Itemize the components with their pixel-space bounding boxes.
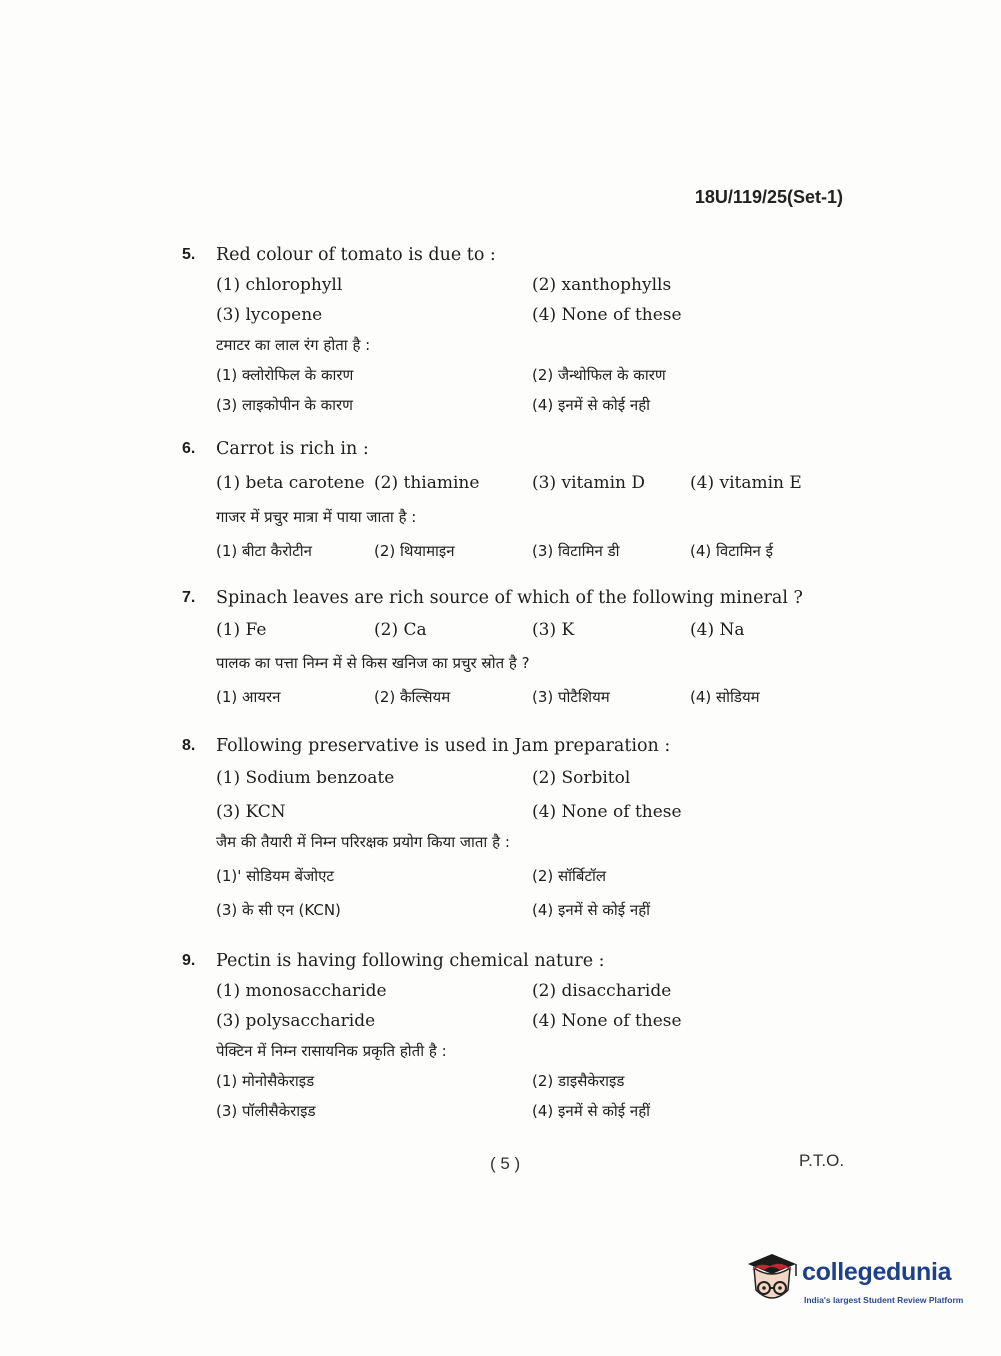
question-number: 7. [182,589,196,606]
question-text-hi: पालक का पत्ता निम्न में से किस खनिज का प्रचुर स्रोत है ? [216,654,530,672]
option-4-hi: (4) इनमें से कोई नहीं [532,1102,651,1120]
option-3-en: (3) lycopene [216,305,323,325]
mascot-icon [742,1250,800,1310]
question-number: 8. [182,737,196,754]
option-4-en: (4) vitamin E [690,473,802,493]
question-5 [182,240,862,420]
question-text-hi: टमाटर का लाल रंग होता है : [216,336,371,354]
option-1-hi: (1) क्लोरोफिल के कारण [216,366,354,384]
option-4-en: (4) Na [690,620,745,640]
option-4-en: (4) None of these [532,1011,682,1031]
option-3-en: (3) polysaccharide [216,1011,376,1031]
paper-code: 18U/119/25(Set-1) [694,187,843,207]
option-3-en: (3) K [532,620,575,640]
option-1-en: (1) Fe [216,620,267,640]
question-text-en: Following preservative is used in Jam preparation : [216,736,671,756]
logo-tagline: India's largest Student Review Platform [804,1295,964,1305]
pto-label: P.T.O. [799,1151,845,1170]
option-2-en: (2) Sorbitol [532,768,631,788]
option-2-en: (2) disaccharide [532,981,672,1001]
option-1-hi: (1) बीटा कैरोटीन [216,542,312,560]
option-2-hi: (2) कैल्सियम [374,688,451,706]
logo-name: collegedunia [802,1258,952,1286]
option-2-en: (2) Ca [374,620,427,640]
question-7 [182,583,862,712]
question-number: 9. [182,952,196,969]
option-2-hi: (2) थियामाइन [374,542,455,560]
option-3-hi: (3) लाइकोपीन के कारण [216,396,354,414]
option-2-en: (2) xanthophylls [532,275,672,295]
question-9 [182,946,862,1126]
option-2-hi: (2) सॉर्बिटॉल [532,867,607,885]
question-text-en: Pectin is having following chemical nature : [216,951,605,971]
question-number: 6. [182,440,196,457]
option-2-hi: (2) डाइसैकेराइड [532,1072,625,1090]
collegedunia-logo [742,1250,972,1315]
option-4-hi: (4) विटामिन ई [690,542,773,560]
option-4-hi: (4) सोडियम [690,688,760,706]
question-text-hi: पेक्टिन में निम्न रासायनिक प्रकृति होती है : [216,1042,447,1060]
option-2-en: (2) thiamine [374,473,480,493]
option-1-en: (1) chlorophyll [216,275,343,295]
question-text-en: Spinach leaves are rich source of which of the following mineral ? [216,588,803,608]
page-number: ( 5 ) [490,1154,521,1173]
option-3-hi: (3) विटामिन डी [532,542,620,560]
option-3-hi: (3) पॉलीसैकेराइड [216,1102,316,1120]
question-6 [182,434,862,566]
option-1-en: (1) Sodium benzoate [216,768,395,788]
question-number: 5. [182,246,196,263]
option-2-hi: (2) जैन्थोफिल के कारण [532,366,666,384]
option-1-hi: (1)' सोडियम बेंजोएट [216,867,334,885]
question-8 [182,731,862,925]
option-4-hi: (4) इनमें से कोई नहीं [532,901,651,919]
option-1-en: (1) monosaccharide [216,981,387,1001]
question-text-en: Carrot is rich in : [216,439,369,459]
option-4-hi: (4) इनमें से कोई नही [532,396,651,414]
option-4-en: (4) None of these [532,305,682,325]
option-1-hi: (1) आयरन [216,688,281,706]
question-text-hi: गाजर में प्रचुर मात्रा में पाया जाता है : [216,508,417,526]
question-text-en: Red colour of tomato is due to : [216,245,496,265]
option-3-hi: (3) पोटैशियम [532,688,610,706]
option-3-en: (3) KCN [216,802,286,822]
option-3-hi: (3) के सी एन (KCN) [216,901,341,919]
option-4-en: (4) None of these [532,802,682,822]
option-3-en: (3) vitamin D [532,473,646,493]
option-1-hi: (1) मोनोसैकेराइड [216,1072,315,1090]
option-1-en: (1) beta carotene [216,473,365,493]
question-text-hi: जैम की तैयारी में निम्न परिरक्षक प्रयोग किया जाता है : [216,833,510,851]
